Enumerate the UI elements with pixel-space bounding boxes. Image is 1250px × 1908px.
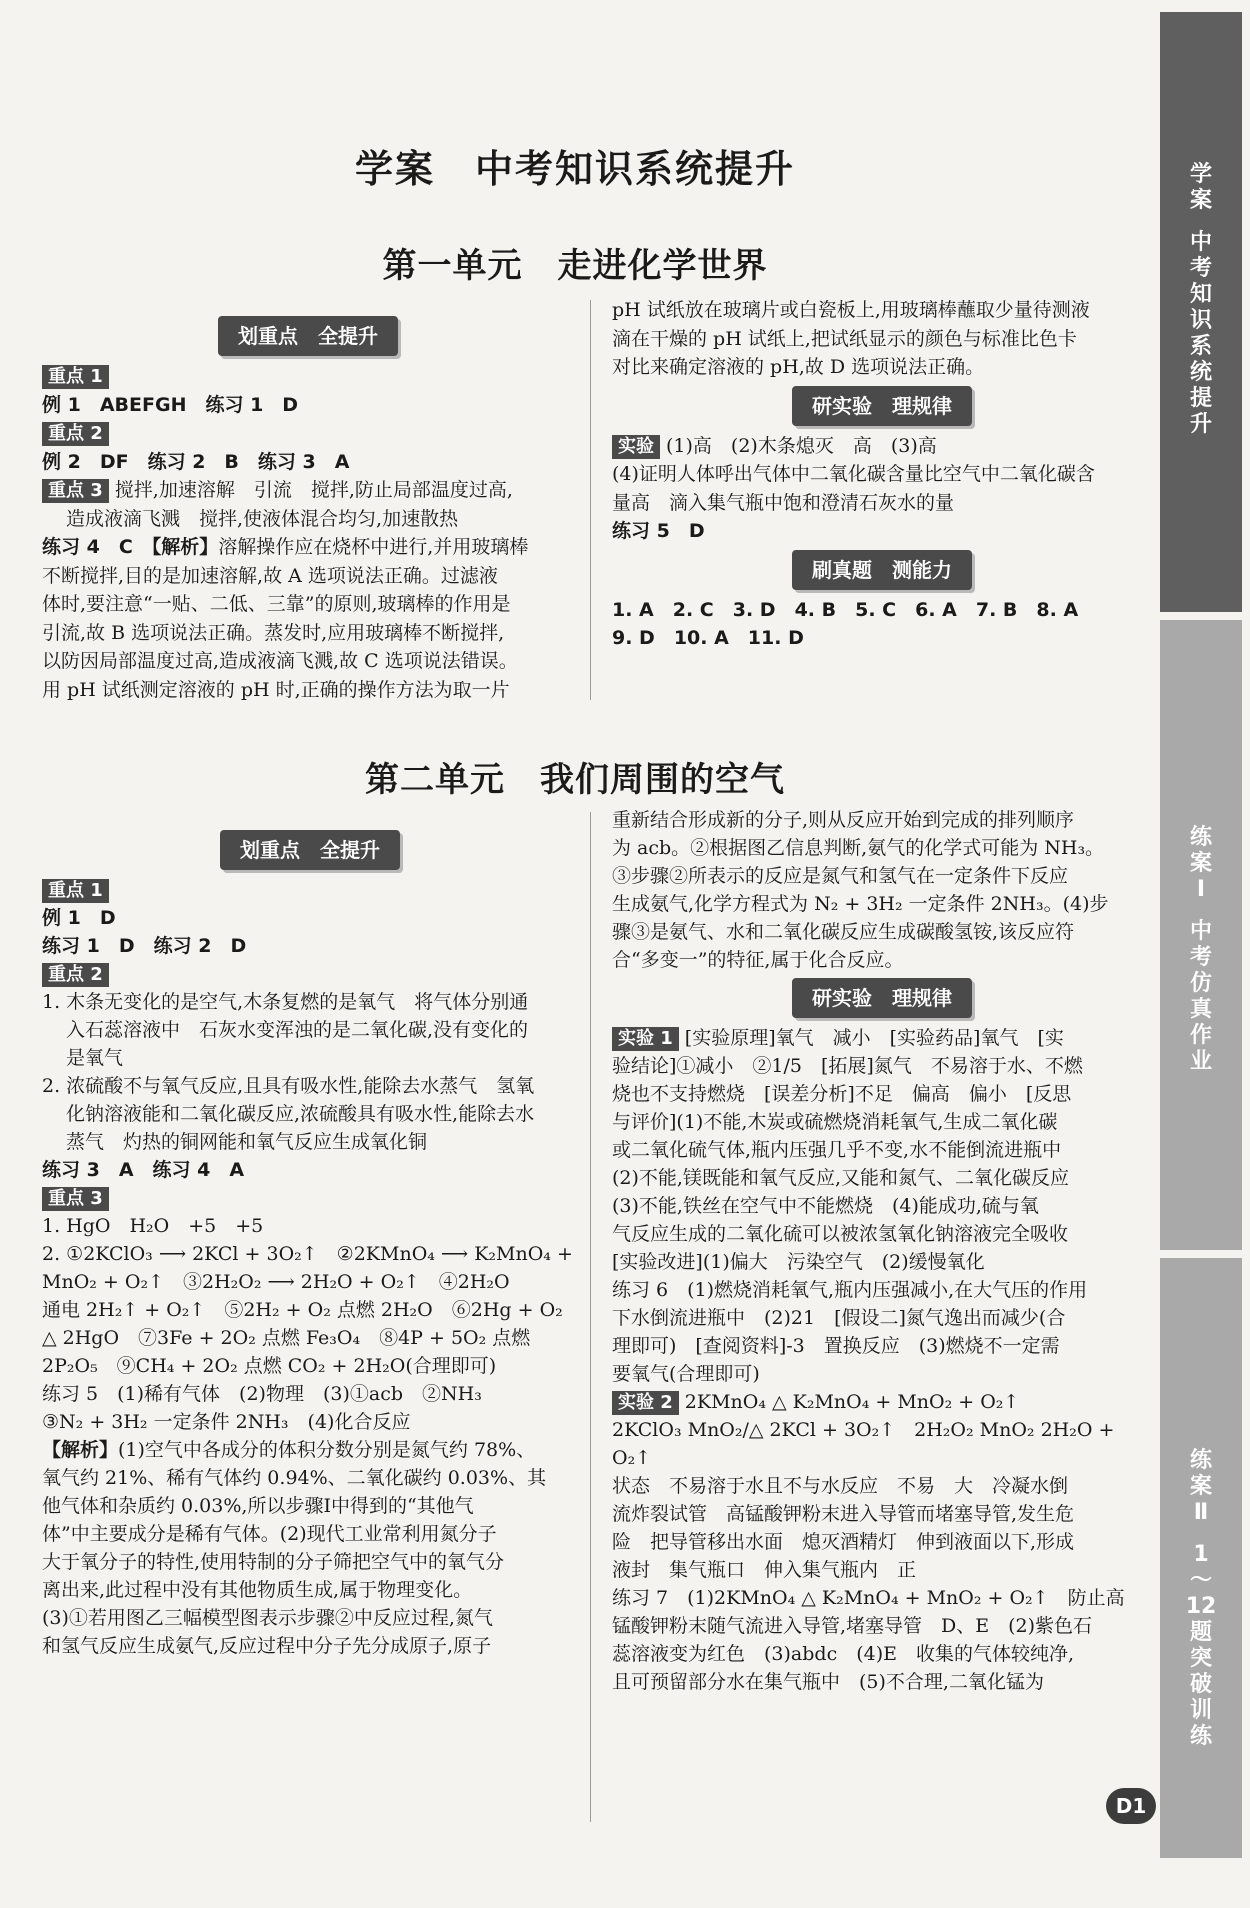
- unit1-title: 第一单元 走进化学世界: [382, 246, 768, 286]
- sidebar-tab-char: 练: [1189, 1448, 1212, 1473]
- unit2-banner-key-points: 划重点 全提升: [220, 830, 400, 870]
- text-line: 合“多变一”的特征,属于化合反应。: [612, 949, 904, 971]
- text-line: 下水倒流进瓶中 (2)21 [假设二]氮气逸出而减少(合: [612, 1307, 1066, 1329]
- text-line: ③步骤②所表示的反应是氮气和氢气在一定条件下反应: [612, 865, 1069, 887]
- text-line: 对比来确定溶液的 pH,故 D 选项说法正确。: [612, 356, 985, 378]
- key-point-tag: 重点 2: [42, 422, 109, 446]
- text-line: 引流,故 B 选项说法正确。蒸发时,应用玻璃棒不断搅拌,: [42, 621, 505, 644]
- sidebar-tab-char: 破: [1189, 1672, 1212, 1697]
- unit1-banner-past-exams: 刷真题 测能力: [792, 550, 972, 590]
- sidebar-tab-char: 系: [1189, 334, 1212, 359]
- page-title: 学案 中考知识系统提升: [354, 147, 795, 191]
- text-line: (2)不能,镁既能和氧气反应,又能和氮气、二氧化碳反应: [612, 1167, 1069, 1189]
- answer-line: 例 2 DF 练习 2 B 练习 3 A: [42, 450, 350, 473]
- text-line: 且可预留部分水在集气瓶中 (5)不合理,二氧化锰为: [612, 1671, 1044, 1693]
- sidebar-tab-practice-2[interactable]: [1160, 1258, 1242, 1858]
- text-line: (3)不能,铁丝在空气中不能燃烧 (4)能成功,硫与氧: [612, 1195, 1039, 1217]
- key-point-tag: 重点 3: [42, 479, 109, 503]
- equation-line: 2P₂O₅ ⑨CH₄ + 2O₂ 点燃 CO₂ + 2H₂O(合理即可): [42, 1355, 497, 1377]
- column-divider: [590, 300, 591, 700]
- text-line: 造成液滴飞溅 搅拌,使液体混合均匀,加速散热: [66, 507, 459, 530]
- text-line: 练习 5 (1)稀有气体 (2)物理 (3)①acb ②NH₃: [42, 1383, 482, 1405]
- text-line: pH 试纸放在玻璃片或白瓷板上,用玻璃棒蘸取少量待测液: [612, 299, 1090, 321]
- sidebar-tab-char: Ⅰ: [1196, 877, 1206, 902]
- answer-line: 练习 3 A 练习 4 A: [42, 1159, 245, 1181]
- text-line: 练习 7 (1)2KMnO₄ △ K₂MnO₄ + MnO₂ + O₂↑ 防止高: [612, 1587, 1125, 1609]
- equation-line: 2. ①2KClO₃ ⟶ 2KCl + 3O₂↑ ②2KMnO₄ ⟶ K₂MnO₄ +: [42, 1243, 573, 1265]
- text-line: 气反应生成的二氧化硫可以被浓氢氧化钠溶液完全吸收: [612, 1223, 1069, 1245]
- sidebar-tab-char: 题: [1189, 1620, 1212, 1645]
- text-line: 入石蕊溶液中 石灰水变浑浊的是二氧化碳,没有变化的: [66, 1019, 529, 1041]
- unit1-banner-experiments: 研实验 理规律: [792, 386, 972, 426]
- sidebar-tab-char: 真: [1189, 997, 1212, 1022]
- text-line: 液封 集气瓶口 伸入集气瓶内 正: [612, 1559, 917, 1581]
- text-line: 重新结合形成新的分子,则从反应开始到完成的排列顺序: [612, 809, 1075, 831]
- sidebar-tab-char: 升: [1189, 412, 1212, 437]
- equation-line: △ 2HgO ⑦3Fe + 2O₂ 点燃 Fe₃O₄ ⑧4P + 5O₂ 点燃: [42, 1327, 531, 1349]
- text-line: 是氧气: [66, 1047, 124, 1069]
- text-line: (3)①若用图乙三幅模型图表示步骤②中反应过程,氮气: [42, 1607, 493, 1629]
- sidebar-tab-char: 考: [1189, 945, 1212, 970]
- equation-line: 2KClO₃ MnO₂/△ 2KCl + 3O₂↑ 2H₂O₂ MnO₂ 2H₂O + O₂↑: [612, 1419, 1115, 1469]
- unit1-left-column: [42, 312, 574, 704]
- column-divider: [590, 812, 591, 1822]
- key-point-tag: 重点 1: [42, 365, 109, 389]
- sidebar-tab-char: 仿: [1189, 971, 1212, 996]
- sidebar-tab-char: 学: [1189, 162, 1212, 187]
- text-line: 状态 不易溶于水且不与水反应 不易 大 冷凝水倒: [612, 1475, 1069, 1497]
- sidebar-tab-practice-1[interactable]: [1160, 620, 1242, 1250]
- sidebar-tab-char: 考: [1189, 256, 1212, 281]
- unit1-right-column: [612, 296, 1152, 653]
- sidebar-tab-char: 12: [1185, 1594, 1217, 1619]
- sidebar-tab-char: 中: [1189, 230, 1212, 255]
- text-line: 溶解操作应在烧杯中进行,并用玻璃棒: [218, 536, 529, 558]
- unit2-left-column: [42, 826, 578, 1660]
- text-line: 体时,要注意“一贴、二低、三靠”的原则,玻璃棒的作用是: [42, 593, 511, 615]
- text-line: 以防因局部温度过高,造成液滴飞溅,故 C 选项说法错误。: [42, 650, 518, 672]
- text-line: 练习 6 (1)燃烧消耗氧气,瓶内压强减小,在大气压的作用: [612, 1279, 1088, 1301]
- text-line: 为 acb。②根据图乙信息判断,氨气的化学式可能为 NH₃。: [612, 837, 1105, 859]
- text-line: 用 pH 试纸测定溶液的 pH 时,正确的操作方法为取一片: [42, 678, 510, 701]
- sidebar-tab-char: 案: [1189, 188, 1212, 213]
- text-line: 烧也不支持燃烧 [误差分析]不足 偏高 偏小 [反思: [612, 1083, 1072, 1105]
- text-line: 氧气约 21%、稀有气体约 0.94%、二氧化碳约 0.03%、其: [42, 1467, 547, 1489]
- sidebar-tab-char: ～: [1189, 1568, 1212, 1593]
- text-line: 化钠溶液能和二氧化碳反应,浓硫酸具有吸水性,能除去水: [66, 1103, 535, 1125]
- text-line: 1. 木条无变化的是空气,木条复燃的是氧气 将气体分别通: [42, 991, 529, 1013]
- sidebar-tab-char: 练: [1189, 825, 1212, 850]
- text-line: ③N₂ + 3H₂ 一定条件 2NH₃ (4)化合反应: [42, 1411, 411, 1433]
- equation-line: 1. HgO H₂O +5 +5: [42, 1215, 264, 1237]
- text-line: 蕊溶液变为红色 (3)abdc (4)E 收集的气体较纯净,: [612, 1643, 1075, 1665]
- text-line: 搅拌,加速溶解 引流 搅拌,防止局部温度过高,: [114, 479, 513, 501]
- answer-line: 例 1 D: [42, 907, 116, 929]
- unit2-title: 第二单元 我们周围的空气: [365, 760, 785, 800]
- sidebar-tab-char: 知: [1189, 282, 1212, 307]
- text-line: 验结论]①减小 ②1/5 [拓展]氮气 不易溶于水、不燃: [612, 1055, 1083, 1077]
- equation-line: MnO₂ + O₂↑ ③2H₂O₂ ⟶ 2H₂O + O₂↑ ④2H₂O: [42, 1271, 510, 1293]
- unit1-banner-key-points: 划重点 全提升: [218, 316, 398, 356]
- answer-line: 例 1 ABEFGH 练习 1 D: [42, 393, 299, 416]
- text-line: 量高 滴入集气瓶中饱和澄清石灰水的量: [612, 491, 955, 514]
- sidebar-tab-char: 识: [1189, 308, 1212, 333]
- text-line: 锰酸钾粉末随气流进入导管,堵塞导管 D、E (2)紫色石: [612, 1615, 1093, 1637]
- text-line: 与评价](1)不能,木炭或硫燃烧消耗氧气,生成二氧化碳: [612, 1111, 1058, 1133]
- text-line: 他气体和杂质约 0.03%,所以步骤Ⅰ中得到的“其他气: [42, 1495, 474, 1517]
- sidebar-tab-char: 练: [1189, 1724, 1212, 1749]
- experiment-tag: 实验: [612, 435, 660, 459]
- answer-line: 练习 5 D: [612, 520, 705, 542]
- sidebar-tab-char: 提: [1189, 386, 1212, 411]
- text-line: 生成氨气,化学方程式为 N₂ + 3H₂ 一定条件 2NH₃。(4)步: [612, 893, 1109, 915]
- text-line: 或二氧化硫气体,瓶内压强几乎不变,水不能倒流进瓶中: [612, 1139, 1062, 1161]
- text-line: (1)高 (2)木条熄灭 高 (3)高: [666, 434, 937, 457]
- sidebar-tab-study-plan[interactable]: [1160, 12, 1242, 612]
- experiment-tag: 实验 1: [612, 1027, 679, 1051]
- unit2-banner-experiments: 研实验 理规律: [792, 978, 972, 1018]
- text-line: 2. 浓硫酸不与氧气反应,且具有吸水性,能除去水蒸气 氢氧: [42, 1075, 535, 1097]
- text-line: 大于氧分子的特性,使用特制的分子筛把空气中的氧气分: [42, 1551, 505, 1573]
- sidebar-tab-char: 案: [1189, 1474, 1212, 1499]
- text-line: 和氢气反应生成氨气,反应过程中分子先分成原子,原子: [42, 1635, 492, 1657]
- equation-line: 通电 2H₂↑ + O₂↑ ⑤2H₂ + O₂ 点燃 2H₂O ⑥2Hg + O₂: [42, 1299, 563, 1321]
- sidebar-tab-char: 突: [1189, 1646, 1212, 1671]
- experiment-tag: 实验 2: [612, 1391, 679, 1415]
- text-line: 要氧气(合理即可): [612, 1363, 760, 1385]
- sidebar-tab-char: 中: [1189, 919, 1212, 944]
- text-line: 滴在干燥的 pH 试纸上,把试纸显示的颜色与标准比色卡: [612, 327, 1077, 350]
- key-point-tag: 重点 3: [42, 1187, 109, 1211]
- page-number: D1: [1106, 1788, 1156, 1824]
- text-line: 理即可) [查阅资料]-3 置换反应 (3)燃烧不一定需: [612, 1335, 1060, 1357]
- sidebar-tab-char: [1160, 1526, 1242, 1542]
- sidebar-tab-char: 业: [1189, 1049, 1212, 1074]
- text-line: 蒸气 灼热的铜网能和氧气反应生成氧化铜: [66, 1131, 428, 1153]
- text-line: 体”中主要成分是稀有气体。(2)现代工业常利用氮分子: [42, 1523, 497, 1545]
- key-point-tag: 重点 1: [42, 879, 109, 903]
- equation-line: 2KMnO₄ △ K₂MnO₄ + MnO₂ + O₂↑: [684, 1391, 1020, 1413]
- sidebar-tab-char: 作: [1189, 1023, 1212, 1048]
- analysis-label: 【解析】: [42, 1439, 119, 1461]
- text-line: 骤③是氨气、水和二氧化碳反应生成碳酸氢铵,该反应符: [612, 921, 1075, 943]
- sidebar-tab-char: 1: [1193, 1542, 1209, 1567]
- text-line: 离出来,此过程中没有其他物质生成,属于物理变化。: [42, 1579, 473, 1601]
- text-line: 流炸裂试管 高锰酸钾粉末进入导管而堵塞导管,发生危: [612, 1503, 1075, 1525]
- answer-line: 练习 1 D 练习 2 D: [42, 935, 247, 957]
- key-point-tag: 重点 2: [42, 963, 109, 987]
- answer-line: 9. D 10. A 11. D: [612, 627, 804, 649]
- exercise-label: 练习 4 C 【解析】: [42, 536, 219, 558]
- text-line: [实验改进](1)偏大 污染空气 (2)缓慢氧化: [612, 1251, 985, 1273]
- text-line: 险 把导管移出水面 熄灭酒精灯 伸到液面以下,形成: [612, 1531, 1075, 1553]
- answer-line: 1. A 2. C 3. D 4. B 5. C 6. A 7. B 8. A: [612, 598, 1079, 621]
- unit2-right-column: [612, 806, 1152, 1696]
- text-line: (4)证明人体呼出气体中二氧化碳含量比空气中二氧化碳含: [612, 463, 1095, 485]
- text-line: (1)空气中各成分的体积分数分别是氮气约 78%、: [118, 1439, 536, 1461]
- sidebar-tab-char: [1160, 214, 1242, 230]
- sidebar-tab-char: 案: [1189, 851, 1212, 876]
- sidebar-tab-char: Ⅱ: [1193, 1500, 1209, 1525]
- sidebar-tab-char: [1160, 903, 1242, 919]
- text-line: [实验原理]氧气 减小 [实验药品]氧气 [实: [684, 1027, 1064, 1049]
- sidebar-tab-char: 统: [1189, 360, 1212, 385]
- text-line: 不断搅拌,目的是加速溶解,故 A 选项说法正确。过滤液: [42, 564, 498, 587]
- sidebar-tab-char: 训: [1189, 1698, 1212, 1723]
